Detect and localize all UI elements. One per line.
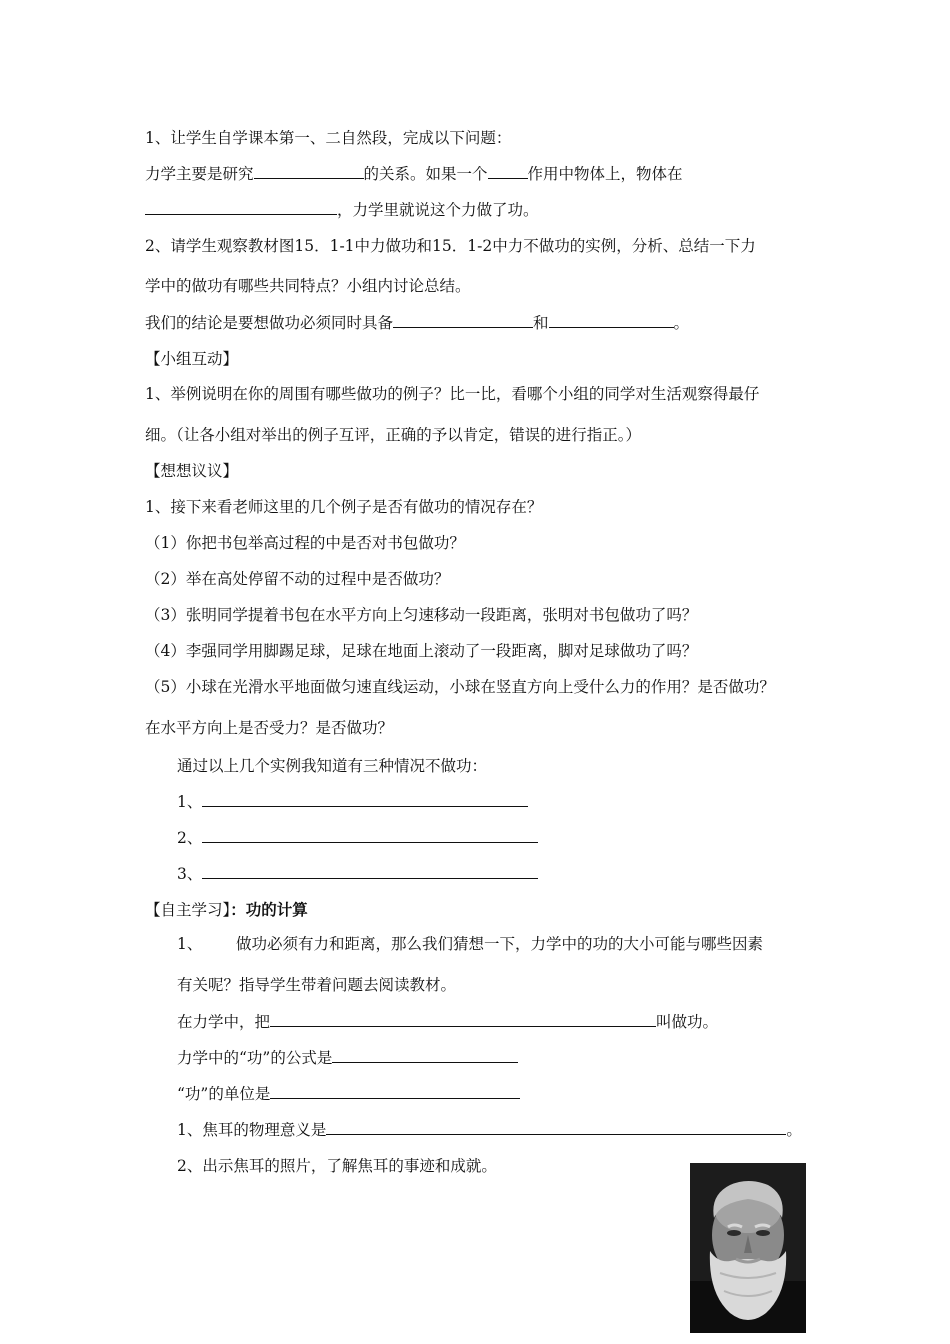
think-item-1: （1）你把书包举高过程的中是否对书包做功？ bbox=[145, 534, 465, 552]
blank-case-3[interactable] bbox=[202, 864, 538, 879]
blank-case-1[interactable] bbox=[202, 792, 528, 807]
work-formula: 力学中的“功”的公式是 bbox=[177, 1048, 518, 1068]
no-work-case-1: 1、 bbox=[177, 792, 528, 812]
think-item-5-line-2: 在水平方向上是否受力？是否做功？ bbox=[145, 719, 394, 737]
blank-unit[interactable] bbox=[270, 1084, 520, 1099]
joule-portrait-photo bbox=[690, 1163, 806, 1333]
joule-photo-caption: 2、出示焦耳的照片，了解焦耳的事迹和成就。 bbox=[177, 1157, 497, 1175]
blank-joule-meaning[interactable] bbox=[326, 1120, 786, 1135]
blank-condition-2[interactable] bbox=[549, 313, 674, 328]
blank-object-moved[interactable] bbox=[145, 200, 337, 215]
blank-formula[interactable] bbox=[332, 1048, 518, 1063]
blank-condition-1[interactable] bbox=[393, 313, 533, 328]
work-unit: “功”的单位是 bbox=[177, 1084, 520, 1104]
blank-case-2[interactable] bbox=[202, 828, 538, 843]
think-item-2: （2）举在高处停留不动的过程中是否做功？ bbox=[145, 570, 450, 588]
group-question-line-1: 1、举例说明在你的周围有哪些做功的例子？比一比，看哪个小组的同学对生活观察得最仔 bbox=[145, 385, 760, 403]
question-1-line-a: 力学主要是研究 的关系。如果一个 作用中物体上，物体在 bbox=[145, 165, 683, 183]
question-1-title: 1、让学生自学课本第一、二自然段，完成以下问题： bbox=[145, 129, 512, 147]
question-2-line-2: 学中的做功有哪些共同特点？小组内讨论总结。 bbox=[145, 277, 471, 295]
section-heading-think: 【想想议议】 bbox=[145, 462, 239, 480]
no-work-case-2: 2、 bbox=[177, 828, 538, 848]
section-heading-group: 【小组互动】 bbox=[145, 350, 239, 368]
think-question-1: 1、接下来看老师这里的几个例子是否有做功的情况存在？ bbox=[145, 498, 543, 516]
section-heading-self-study: 【自主学习】：功的计算 bbox=[145, 900, 308, 919]
think-item-5-line-1: （5）小球在光滑水平地面做匀速直线运动，小球在竖直方向上受什么力的作用？是否做功？ bbox=[145, 678, 775, 696]
question-2-line-1: 2、请学生观察教材图15．1-1中力做功和15．1-2中力不做功的实例，分析、总结一下力 bbox=[145, 237, 756, 255]
blank-force[interactable] bbox=[488, 164, 528, 179]
question-2-conclusion: 我们的结论是要想做功必须同时具备 和 。 bbox=[145, 314, 690, 332]
think-item-3: （3）张明同学提着书包在水平方向上匀速移动一段距离，张明对书包做功了吗？ bbox=[145, 606, 698, 624]
work-definition: 在力学中，把 叫做功。 bbox=[177, 1013, 719, 1031]
joule-meaning: 1、焦耳的物理意义是 。 bbox=[177, 1121, 802, 1139]
no-work-conclusion: 通过以上几个实例我知道有三种情况不做功： bbox=[177, 757, 488, 775]
self-study-line-2: 有关呢？指导学生带着问题去阅读教材。 bbox=[177, 976, 457, 994]
think-item-4: （4）李强同学用脚踢足球，足球在地面上滚动了一段距离，脚对足球做功了吗？ bbox=[145, 642, 698, 660]
question-1-line-b: ，力学里就说这个力做了功。 bbox=[145, 200, 539, 220]
no-work-case-3: 3、 bbox=[177, 864, 538, 884]
blank-definition[interactable] bbox=[270, 1012, 656, 1027]
blank-research[interactable] bbox=[254, 164, 364, 179]
group-question-line-2: 细。（让各小组对举出的例子互评，正确的予以肯定，错误的进行指正。） bbox=[145, 426, 642, 444]
self-study-line-1: 做功必须有力和距离，那么我们猜想一下，力学中的功的大小可能与哪些因素 bbox=[236, 935, 764, 953]
self-study-item-number: 1、 bbox=[177, 935, 203, 953]
